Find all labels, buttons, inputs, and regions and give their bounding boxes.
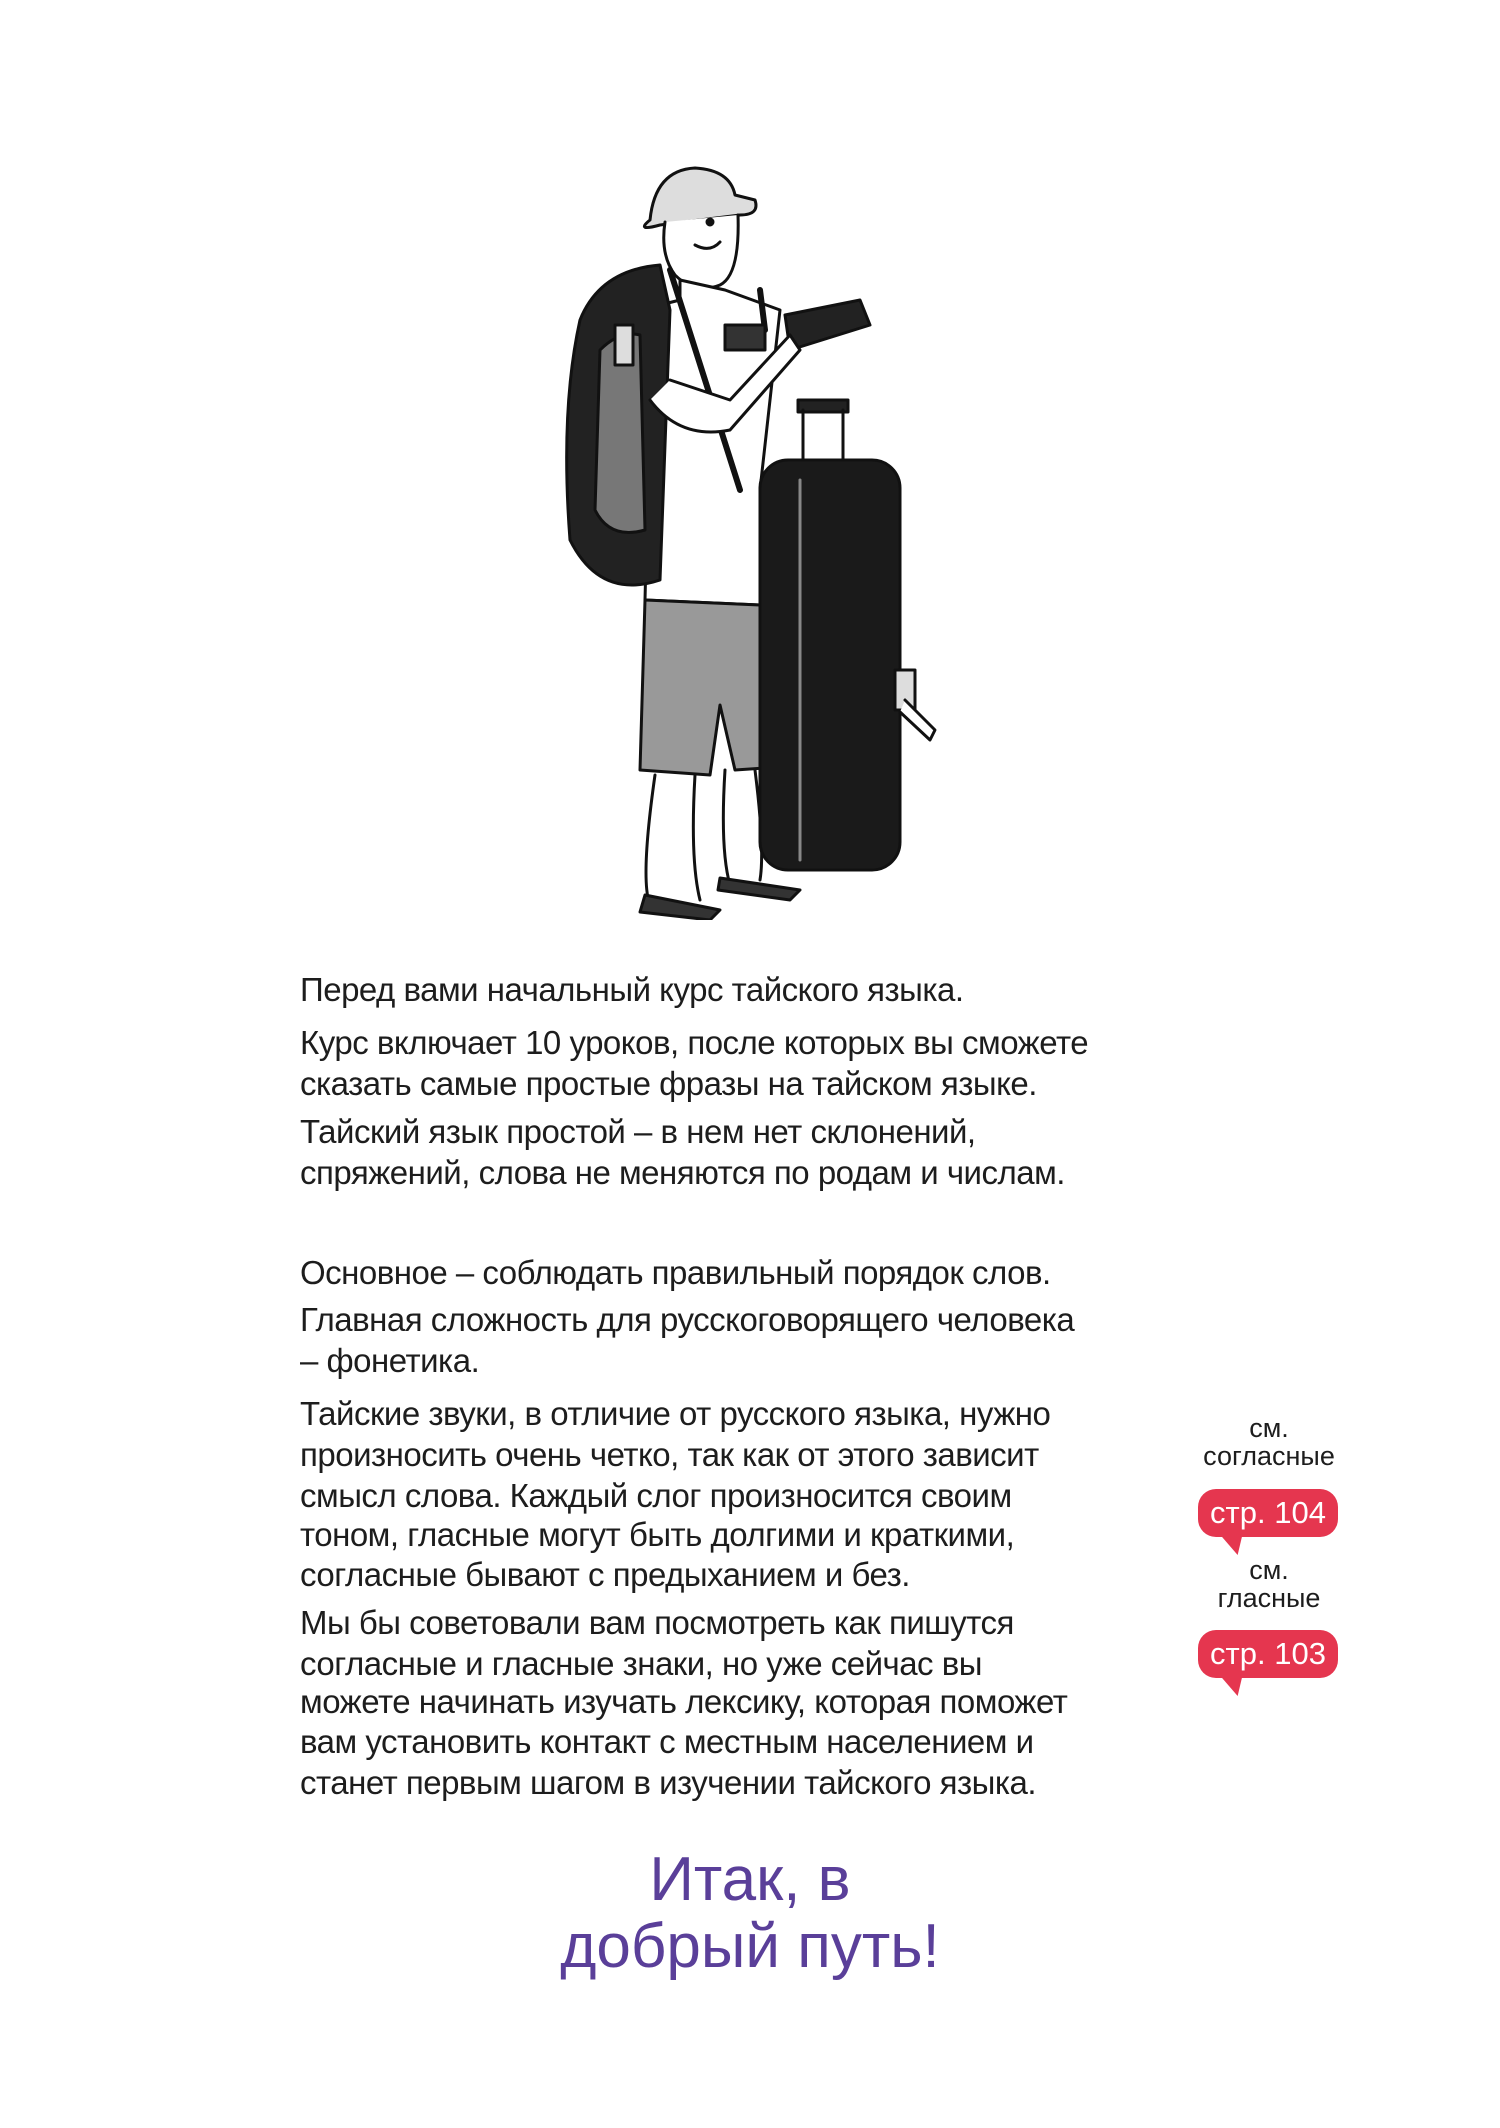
ref-topic-label: согласные (1203, 1441, 1335, 1471)
traveler-illustration (560, 160, 960, 920)
text-line: можете начинать изучать лексику, которая поможет (300, 1683, 1068, 1720)
ref-see-label: см. (1249, 1555, 1289, 1585)
text-line: Основное – соблюдать правильный порядок слов. (300, 1254, 1051, 1291)
text-line: вам установить контакт с местным населением и (300, 1723, 1034, 1760)
text-line: Мы бы советовали вам посмотреть как пишутся (300, 1604, 1014, 1641)
text-line: тоном, гласные могут быть долгими и краткими, (300, 1516, 1015, 1553)
text-line: сказать самые простые фразы на тайском языке. (300, 1065, 1037, 1102)
text-line: Курс включает 10 уроков, после которых вы сможете (300, 1024, 1089, 1061)
text-line: Главная сложность для русскоговорящего человека (300, 1301, 1075, 1338)
closing-line-1: Итак, в (649, 1845, 851, 1914)
text-line: смысл слова. Каждый слог произносится своим (300, 1477, 1012, 1514)
text-line: станет первым шагом в изучении тайского языка. (300, 1764, 1037, 1801)
page-badge[interactable]: стр. 103 (1198, 1630, 1338, 1678)
closing-line-2: добрый путь! (560, 1912, 940, 1981)
text-line: произносить очень четко, так как от этого зависит (300, 1436, 1039, 1473)
text-line: Тайский язык простой – в нем нет склонений, (300, 1113, 976, 1150)
text-line: Перед вами начальный курс тайского языка. (300, 971, 964, 1008)
ref-see-label: см. (1249, 1413, 1289, 1443)
page-badge[interactable]: стр. 104 (1198, 1489, 1338, 1537)
ref-topic-label: гласные (1217, 1583, 1321, 1613)
text-line: согласные и гласные знаки, но уже сейчас вы (300, 1645, 982, 1682)
text-line: – фонетика. (300, 1342, 480, 1379)
text-line: согласные бывают с предыханием и без. (300, 1556, 910, 1593)
text-line: Тайские звуки, в отличие от русского языка, нужно (300, 1395, 1051, 1432)
text-line: спряжений, слова не меняются по родам и числам. (300, 1154, 1065, 1191)
